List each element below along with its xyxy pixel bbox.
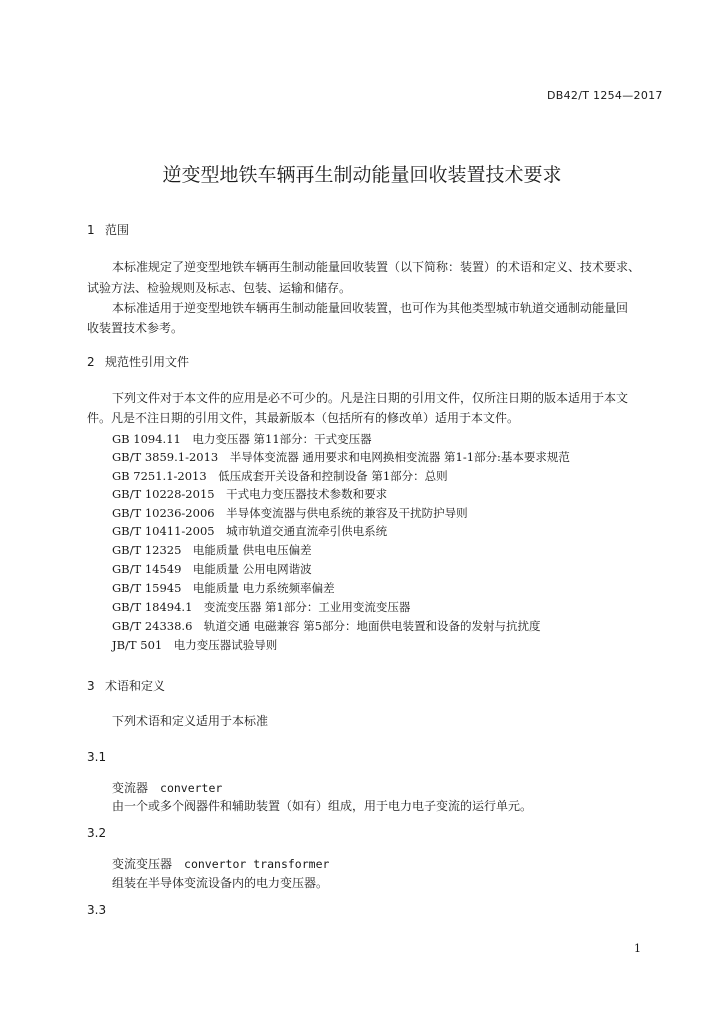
reference-item: JB/T 501 电力变压器试验导则: [112, 638, 278, 652]
section-3-number: 3: [87, 679, 95, 693]
page-number: 1: [634, 942, 641, 955]
term-number: 3.2: [87, 826, 107, 840]
section-1-para-1-line-2: 试验方法、检验规则及标志、包装、运输和储存。: [87, 281, 352, 295]
term-name: [112, 855, 329, 872]
reference-item: GB 1094.11 电力变压器 第11部分：干式变压器: [112, 432, 372, 446]
section-2-para-line-1: 下列文件对于本文件的应用是必不可少的。凡是注日期的引用文件，仅所注日期的版本适用于本文: [112, 391, 629, 405]
reference-item: GB/T 18494.1 变流变压器 第1部分：工业用变流变压器: [112, 600, 411, 614]
reference-item: GB/T 14549 电能质量 公用电网谐波: [112, 562, 312, 576]
section-2-number: 2: [87, 355, 95, 369]
document-title: 逆变型地铁车辆再生制动能量回收装置技术要求: [162, 164, 562, 186]
term-name-zh: 变流器: [112, 781, 149, 795]
section-3-heading: [87, 677, 165, 694]
section-1-para-2-line-2: 收装置技术参考。: [87, 321, 184, 335]
standard-code: DB42/T 1254—2017: [547, 89, 663, 102]
reference-item: GB/T 10228-2015 干式电力变压器技术参数和要求: [112, 487, 388, 501]
reference-item: GB 7251.1-2013 低压成套开关设备和控制设备 第1部分：总则: [112, 469, 448, 483]
section-1-para-2-line-1: 本标准适用于逆变型地铁车辆再生制动能量回收装置，也可作为其他类型城市轨道交通制动能量回: [112, 301, 629, 315]
section-1-number: 1: [87, 223, 95, 237]
reference-item: GB/T 24338.6 轨道交通 电磁兼容 第5部分：地面供电装置和设备的发射与抗扰度: [112, 619, 541, 633]
section-2-para-line-2: 件。凡是不注日期的引用文件，其最新版本（包括所有的修改单）适用于本文件。: [87, 411, 520, 425]
section-1-para-1-line-1: 本标准规定了逆变型地铁车辆再生制动能量回收装置（以下简称：装置）的术语和定义、技术要求、: [112, 260, 641, 274]
reference-item: GB/T 10236-2006 半导体变流器与供电系统的兼容及干扰防护导则: [112, 506, 468, 520]
term-name-zh: 变流变压器: [112, 857, 173, 871]
section-1-heading: [87, 221, 129, 238]
term-number: 3.3: [87, 903, 107, 917]
section-1-title: 范围: [105, 223, 130, 237]
term-name-en: converter: [160, 781, 223, 795]
term-definition: 由一个或多个阀器件和辅助装置（如有）组成，用于电力电子变流的运行单元。: [112, 799, 533, 813]
reference-item: GB/T 12325 电能质量 供电电压偏差: [112, 543, 312, 557]
term-definition: 组装在半导体变流设备内的电力变压器。: [112, 876, 329, 890]
term-name-en: convertor transformer: [184, 857, 330, 871]
reference-item: GB/T 3859.1-2013 半导体变流器 通用要求和电网换相变流器 第1-1部分:基本要求规范: [112, 450, 570, 464]
section-3-intro: 下列术语和定义适用于本标准: [112, 714, 269, 728]
section-2-heading: [87, 353, 189, 370]
term-name: [112, 779, 222, 796]
section-3-title: 术语和定义: [105, 679, 166, 693]
reference-item: GB/T 10411-2005 城市轨道交通直流牵引供电系统: [112, 524, 388, 538]
reference-item: GB/T 15945 电能质量 电力系统频率偏差: [112, 581, 335, 595]
term-number: 3.1: [87, 750, 107, 764]
section-2-title: 规范性引用文件: [105, 355, 190, 369]
